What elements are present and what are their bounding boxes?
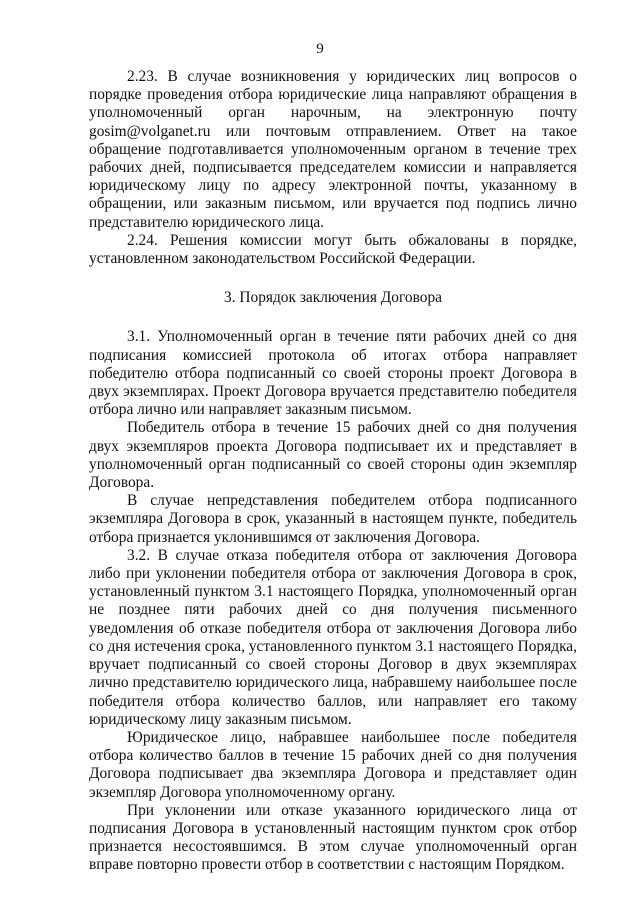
page-number: 9 <box>316 41 324 57</box>
section-heading: 3. Порядок заключения Договора <box>224 289 442 307</box>
paragraph-winner-evasion: В случае непредставления победителем отбора подписанного экземпляра Договора в срок, указанный в настоящем пункте, победитель отбора признается уклонившимся от заключения Договора. <box>89 492 577 546</box>
paragraph-selection-failed: При уклонении или отказе указанного юридического лица от подписания Договора в установленный настоящим пунктом срок отбор признается несостоявшимся. В этом случае уполномоченный орган вправе повторно провести отбор в соответствии с настоящим Порядком. <box>89 801 577 874</box>
paragraph-winner-signing: Победитель отбора в течение 15 рабочих дней со дня получения двух экземпляров проекта Договора подписывает их и представляет в уполномоченный орган подписанный со своей стороны один экземпляр Договора. <box>89 419 577 492</box>
paragraph-runner-up-signing: Юридическое лицо, набравшее наибольшее после победителя отбора количество баллов в течение 15 рабочих дней со дня получения Договора подписывает два экземпляра Договора и представляет один экземпляр Договора уполномоченному органу. <box>89 728 577 801</box>
paragraph-2-23: 2.23. В случае возникновения у юридических лиц вопросов о порядке проведения отбора юридические лица направляют обращения в уполномоченный орган нарочным, на электронную почту gosim@volganet.ru или почтовым отправлением. Ответ на такое обращение подготавливается уполномоченным органом в течение трех рабочих дней, подписывается председателем комиссии и направляется юридическому лицу по адресу электронной почты, указанному в обращении, или заказным письмом, или вручается под подпись лично представителю юридического лица. <box>89 68 577 231</box>
document-body <box>89 68 577 875</box>
paragraph-3-2: 3.2. В случае отказа победителя отбора от заключения Договора либо при уклонении победителя отбора от заключения Договора в срок, установленный пунктом 3.1 настоящего Порядка, уполномоченный орган не позднее пяти рабочих дней со дня получения письменного уведомления об отказе победителя отбора от заключения Договора либо со дня истечения срока, установленного пунктом 3.1 настоящего Порядка, вручает подписанный со своей стороны Договор в двух экземплярах лично представителю юридического лица, набравшему наибольшее после победителя отбора количество баллов, или направляет его такому юридическому лицу заказным письмом. <box>89 546 577 728</box>
paragraph-3-1: 3.1. Уполномоченный орган в течение пяти рабочих дней со дня подписания комиссией протокола об итогах отбора направляет победителю отбора подписанный со своей стороны проект Договора в двух экземплярах. Проект Договора вручается представителю победителя отбора лично или направляет заказным письмом. <box>89 328 577 419</box>
paragraph-2-24: 2.24. Решения комиссии могут быть обжалованы в порядке, установленном законодательством Российской Федерации. <box>89 231 577 268</box>
